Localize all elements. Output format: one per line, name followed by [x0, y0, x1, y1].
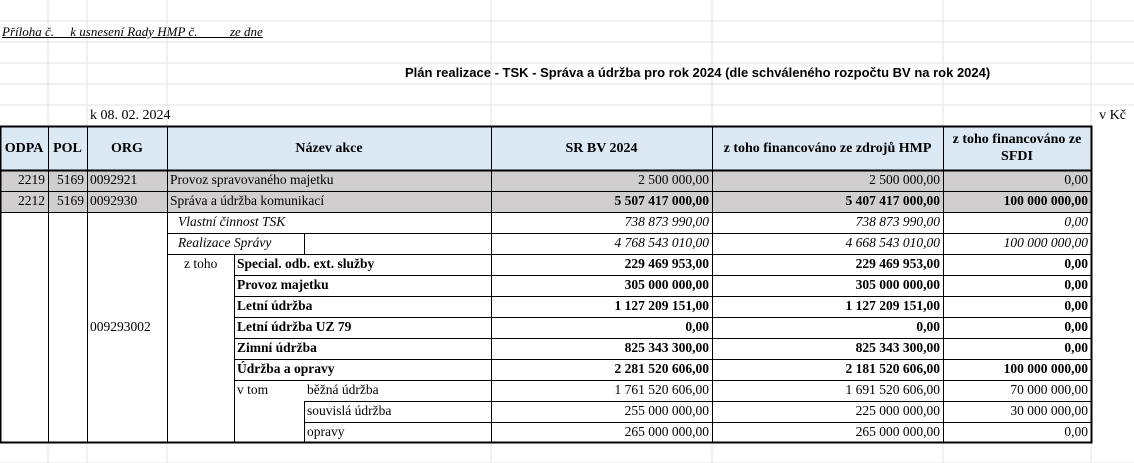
table-cell: 229 469 953,00 [624, 256, 709, 271]
table-cell: 1 691 520 606,00 [845, 382, 940, 397]
date-label: k 08. 02. 2024 [90, 108, 171, 123]
table-cell: 5 407 417 000,00 [845, 193, 940, 208]
table-cell: 100 000 000,00 [1003, 235, 1088, 250]
table-cell: opravy [307, 424, 345, 439]
table-cell: 0,00 [1064, 340, 1088, 355]
table-cell: 0,00 [1064, 298, 1088, 313]
col-header-pol: POL [48, 126, 87, 170]
col-header-name: Název akce [167, 126, 491, 170]
table-cell: 30 000 000,00 [1010, 403, 1088, 418]
table-cell: 70 000 000,00 [1010, 382, 1088, 397]
table-cell: Letní údržba UZ 79 [237, 319, 352, 334]
table-cell: Letní údržba [237, 298, 313, 313]
table-cell: Zimní údržba [237, 340, 317, 355]
table-cell: 0092930 [90, 193, 138, 208]
table-cell: 0092921 [90, 172, 138, 187]
table-cell: 4 668 543 010,00 [845, 235, 940, 250]
table-cell: souvislá údržba [307, 403, 392, 418]
table-cell: 265 000 000,00 [624, 424, 709, 439]
table-cell: Vlastní činnost TSK [178, 214, 286, 229]
table-cell: 5 507 417 000,00 [614, 193, 709, 208]
table-cell: 305 000 000,00 [855, 277, 940, 292]
table-cell: 0,00 [1064, 319, 1088, 334]
table-cell: 1 127 209 151,00 [614, 298, 709, 313]
table-cell: Provoz spravovaného majetku [170, 172, 334, 187]
page-title: Plán realizace - TSK - Správa a údržba pro rok 2024 (dle schváleného rozpočtu BV na rok 2024) [405, 65, 991, 80]
table-cell: 0,00 [1064, 214, 1088, 229]
table-cell: 0,00 [916, 319, 940, 334]
table-cell: 2219 [18, 172, 45, 187]
table-cell: 225 000 000,00 [855, 403, 940, 418]
table-cell: Údržba a opravy [237, 361, 335, 376]
col-header-org: ORG [87, 126, 167, 170]
table-cell: 305 000 000,00 [624, 277, 709, 292]
table-cell: 0,00 [1064, 424, 1088, 439]
table-cell: 0,00 [685, 319, 709, 334]
col-header-sfdi: z toho financováno ze SFDI [943, 126, 1091, 170]
table-cell: Realizace Správy [178, 235, 272, 250]
table-cell: 229 469 953,00 [855, 256, 940, 271]
table-cell: 2 500 000,00 [869, 172, 940, 187]
table-cell: 2 181 520 606,00 [845, 361, 940, 376]
table-cell: 2 281 520 606,00 [614, 361, 709, 376]
table-cell: 825 343 300,00 [855, 340, 940, 355]
table-cell: 5169 [57, 193, 84, 208]
table-cell: 009293002 [90, 319, 151, 334]
table-cell: 4 768 543 010,00 [614, 235, 709, 250]
table-cell: 100 000 000,00 [1003, 193, 1088, 208]
table-cell: 0,00 [1064, 172, 1088, 187]
table-cell: 100 000 000,00 [1003, 361, 1088, 376]
table-cell: 2212 [18, 193, 45, 208]
table-cell: Správa a údržba komunikací [170, 193, 325, 208]
table-cell: v tom [237, 382, 269, 397]
table-cell: 2 500 000,00 [638, 172, 709, 187]
table-cell: 825 343 300,00 [624, 340, 709, 355]
col-header-hmp: z toho financováno ze zdrojů HMP [712, 126, 943, 170]
attachment-note: Příloha č. k usnesení Rady HMP č. ze dne [2, 24, 263, 39]
col-header-sr: SR BV 2024 [491, 126, 712, 170]
table-cell: 0,00 [1064, 256, 1088, 271]
table-cell: z toho [184, 256, 218, 271]
table-cell: 0,00 [1064, 277, 1088, 292]
table-cell: 738 873 990,00 [855, 214, 940, 229]
table-cell: 1 127 209 151,00 [845, 298, 940, 313]
table-cell: Special. odb. ext. služby [237, 256, 375, 271]
table-cell: běžná údržba [307, 382, 379, 397]
currency-label: v Kč [1099, 108, 1126, 123]
table-cell: 255 000 000,00 [624, 403, 709, 418]
table-cell: 738 873 990,00 [624, 214, 709, 229]
table-cell: 265 000 000,00 [855, 424, 940, 439]
col-header-odpa: ODPA [0, 126, 48, 170]
table-cell: 5169 [57, 172, 84, 187]
table-cell: Provoz majetku [237, 277, 329, 292]
table-cell: 1 761 520 606,00 [614, 382, 709, 397]
